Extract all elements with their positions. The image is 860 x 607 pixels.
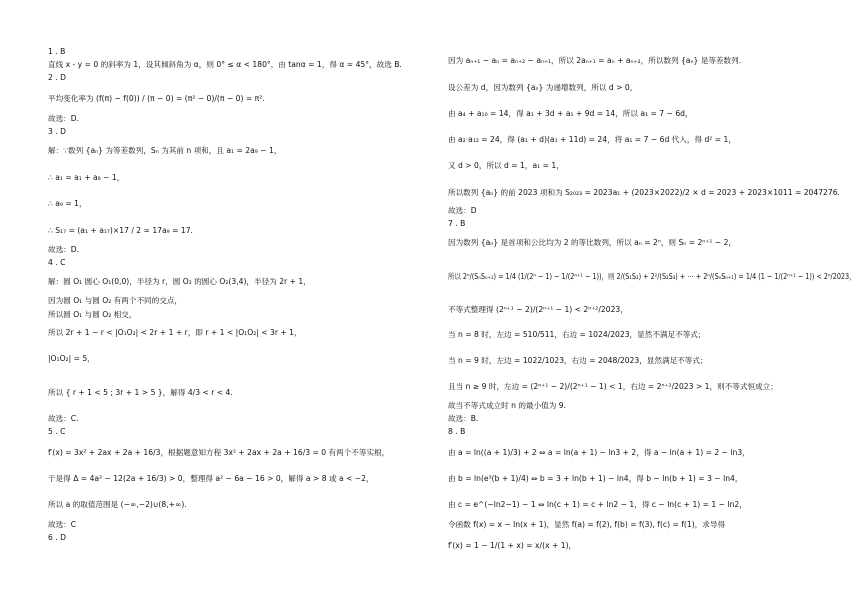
solution-line: 6 . D (48, 533, 66, 542)
solution-line: 令函数 f(x) = x − ln(x + 1)，显然 f(a) = f(2), f(b) = f(3), f(c) = f(1)，求导得 (448, 520, 726, 529)
solution-line: 由 c = e^(−ln2−1) − 1 ⇔ ln(c + 1) = c + ln2 − 1，得 c − ln(c + 1) = 1 − ln2， (448, 500, 747, 509)
solution-line: 所以 2ⁿ/(SₙSₙ₊₁) = 1/4 (1/(2ⁿ − 1) − 1/(2ⁿ⁺¹ − 1))，则 2/(S₁S₂) + 2²/(S₂S₃) + ⋯ + 2ⁿ/(SₙSₙ₊₁) = 1/4 (1 − 1/(2ⁿ⁺¹ − 1)) < 2ⁿ/2023， (448, 272, 856, 281)
solution-line: 因为圆 O₁ 与圆 O₂ 有两个不同的交点， (48, 296, 183, 305)
solution-line: 3 . D (48, 127, 66, 136)
solution-line: 所以 2r + 1 − r < |O₁O₂| < 2r + 1 + r，即 r + 1 < |O₁O₂| < 3r + 1， (48, 328, 302, 337)
solution-line: 7 . B (448, 219, 466, 228)
solution-line: f′(x) = 1 − 1/(1 + x) = x/(x + 1)， (448, 541, 577, 550)
solution-line: 故选：D. (48, 245, 80, 254)
solution-line: ∴ a₁ = a₁ + a₈ − 1， (48, 173, 125, 182)
solution-line: 解：圆 O₁ 圆心 O₁(0,0)，半径为 r，圆 O₂ 的圆心 O₂(3,4)，半径为 2r + 1， (48, 277, 311, 286)
solution-line: 因为数列 {aₙ} 是首项和公比均为 2 的等比数列，所以 aₙ = 2ⁿ，则 Sₙ = 2ⁿ⁺¹ − 2， (448, 238, 737, 247)
solution-line: 故选：D. (48, 114, 80, 123)
solution-line: 所以 a 的取值范围是 (−∞,−2)∪(8,+∞). (48, 500, 187, 509)
solution-line: 所以数列 {aₙ} 的前 2023 项和为 S₂₀₂₃ = 2023a₁ + (2023×2022)/2 × d = 2023 + 2023×1011 = 2047276. (448, 188, 840, 197)
solution-line: 由 b = ln(e³(b + 1)/4) ⇔ b = 3 + ln(b + 1) − ln4，得 b − ln(b + 1) = 3 − ln4， (448, 474, 743, 483)
solution-line: 所以 { r + 1 < 5 ; 3r + 1 > 5 }，解得 4/3 < r < 4. (48, 388, 233, 397)
solution-line: 5 . C (48, 427, 66, 436)
solution-line: 故选：D (448, 206, 477, 215)
solution-line: 且当 n ≥ 9 时，左边 = (2ⁿ⁺¹ − 2)/(2ⁿ⁺¹ − 1) < 1，右边 = 2ⁿ⁺²/2023 > 1，则不等式恒成立； (448, 382, 778, 391)
solution-line: 所以圆 O₁ 与圆 O₂ 相交， (48, 310, 137, 319)
solution-line: 平均变化率为 (f(π) − f(0)) / (π − 0) = (π² − 0)/(π − 0) = π². (48, 94, 265, 103)
solution-line: 故选：B. (448, 414, 479, 423)
solution-line: 设公差为 d，因为数列 {aₙ} 为递增数列，所以 d > 0， (448, 83, 638, 92)
solution-line: 2 . D (48, 73, 66, 82)
solution-line: 8 . B (448, 427, 466, 436)
solution-line: 由 a₄ + a₁₀ = 14，得 a₁ + 3d + a₁ + 9d = 14，所以 a₁ = 7 − 6d， (448, 109, 693, 118)
solution-line: 不等式整理得 (2ⁿ⁺¹ − 2)/(2ⁿ⁺¹ − 1) < 2ⁿ⁺²/2023， (448, 305, 628, 314)
solution-line: 由 a = ln((a + 1)/3) + 2 ⇔ a = ln(a + 1) − ln3 + 2，得 a − ln(a + 1) = 2 − ln3， (448, 448, 750, 457)
solution-line: 故当不等式成立时 n 的最小值为 9. (448, 401, 567, 410)
solution-line: ∴ a₉ = 1， (48, 199, 87, 208)
solution-line: 因为 aₙ₊₁ − aₙ = aₙ₊₂ − aₙ₊₁，所以 2aₙ₊₁ = aₙ + aₙ₊₂，所以数列 {aₙ} 是等差数列. (448, 56, 742, 65)
solution-line: |O₁O₂| = 5， (48, 354, 95, 363)
solution-line: 当 n = 8 时，左边 = 510/511，右边 = 1024/2023，显然不满足不等式； (448, 330, 706, 339)
solution-line: 直线 x - y = 0 的斜率为 1，设其倾斜角为 α，则 0° ≤ α < 180°，由 tanα = 1，得 α = 45°，故选 B. (48, 60, 402, 69)
solution-line: 于是得 Δ = 4a² − 12(2a + 16/3) > 0，整理得 a² − 6a − 16 > 0，解得 a > 8 或 a < −2， (48, 474, 374, 483)
solution-line: f′(x) = 3x² + 2ax + 2a + 16/3，根据题意知方程 3x² + 2ax + 2a + 16/3 = 0 有两个不等实根， (48, 448, 390, 457)
solution-line: 1 . B (48, 47, 66, 56)
solution-line: 解：∵数列 {aₙ} 为等差数列，Sₙ 为其前 n 项和，且 a₁ = 2a₉ − 1， (48, 146, 282, 155)
solution-line: ∴ S₁₇ = (a₁ + a₁₇)×17 / 2 = 17a₉ = 17. (48, 226, 193, 235)
solution-line: 又 d > 0，所以 d = 1，a₁ = 1， (448, 161, 564, 170)
solution-line: 4 . C (48, 258, 66, 267)
solution-line: 由 a₂·a₁₂ = 24，得 (a₁ + d)(a₁ + 11d) = 24，将 a₁ = 7 − 6d 代入，得 d² = 1， (448, 135, 736, 144)
solution-line: 故选：C. (48, 414, 79, 423)
solution-line: 当 n = 9 时，左边 = 1022/1023，右边 = 2048/2023，显然满足不等式； (448, 356, 708, 365)
solution-line: 故选：C (48, 520, 77, 529)
